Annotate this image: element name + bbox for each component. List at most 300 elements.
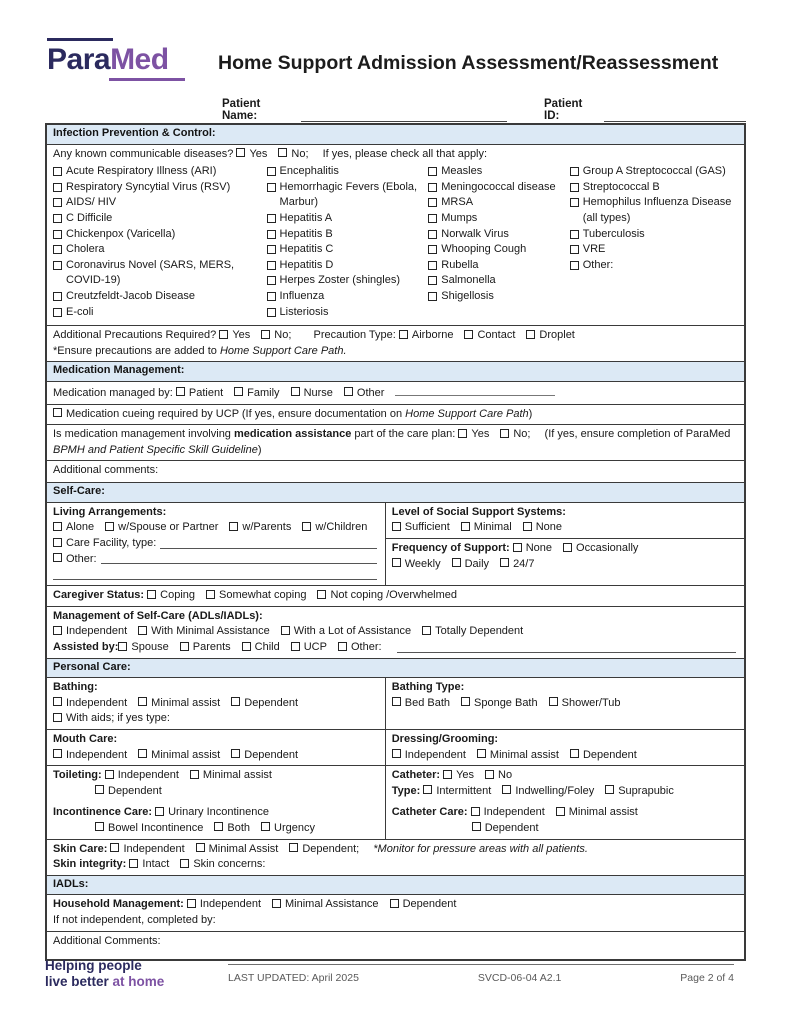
option-label: Independent	[483, 806, 545, 819]
checkbox-option	[556, 806, 638, 818]
checkbox-icon[interactable]	[392, 697, 401, 706]
section-header-infection: Infection Prevention & Control:	[47, 125, 744, 145]
option-label: Intermittent	[436, 784, 492, 797]
checkbox-icon[interactable]	[53, 697, 62, 706]
household-line	[53, 897, 738, 913]
checkbox-option	[180, 858, 265, 870]
option-label: Independent	[66, 625, 128, 638]
checkbox-option	[422, 625, 523, 637]
checkbox-icon[interactable]	[176, 387, 185, 396]
checkbox-icon[interactable]	[570, 245, 579, 254]
checkbox-icon[interactable]	[231, 749, 240, 758]
checkbox-icon[interactable]	[477, 749, 486, 758]
option-label: Not coping /Overwhelmed	[330, 589, 458, 602]
row-medication-managed-by	[47, 382, 744, 405]
checkbox-icon[interactable]	[563, 543, 572, 552]
row-household-management	[47, 895, 744, 931]
footer-tagline-navy: live better	[45, 974, 113, 989]
checkbox-icon[interactable]	[147, 590, 156, 599]
disease-item	[428, 211, 565, 227]
checkbox-option	[110, 843, 184, 855]
disease-label: E-coli	[66, 305, 94, 318]
living-label: Living Arrangements:	[53, 505, 167, 518]
checkbox-icon[interactable]	[422, 626, 431, 635]
disease-label: Hemophilus Influenza Disease (all types)	[582, 196, 732, 224]
assisted-by-line	[53, 640, 738, 656]
checkbox-option	[443, 769, 474, 781]
checkbox-icon[interactable]	[53, 167, 62, 176]
checkbox-icon[interactable]	[138, 697, 147, 706]
option-label: Spouse	[131, 641, 169, 654]
catheter-line	[392, 768, 738, 784]
managed-by-label: Medication managed by:	[53, 386, 173, 399]
option-label: Nurse	[303, 386, 333, 399]
checkbox-option	[472, 822, 539, 834]
checkbox-icon[interactable]	[289, 843, 298, 852]
checkbox-icon[interactable]	[53, 713, 62, 722]
disease-label: Streptococcal B	[582, 180, 660, 193]
checkbox-icon[interactable]	[458, 429, 467, 438]
checkbox-option	[231, 749, 298, 761]
iadls-comments-label: Additional Comments:	[53, 934, 161, 947]
option-label: Dependent	[402, 898, 457, 911]
assisted-label: Assisted by:	[53, 641, 119, 654]
question-label: Any known communicable diseases?	[53, 147, 234, 160]
checkbox-icon[interactable]	[428, 292, 437, 301]
row-toileting-catheter	[47, 766, 744, 839]
disease-label: Rubella	[441, 258, 479, 271]
checkbox-icon[interactable]	[53, 522, 62, 531]
checkbox-icon[interactable]	[129, 859, 138, 868]
bathing-options-line	[53, 696, 379, 712]
checkbox-icon[interactable]	[461, 522, 470, 531]
checkbox-icon[interactable]	[261, 330, 270, 339]
catheter-label: Catheter:	[391, 769, 444, 782]
option-label: w/Spouse or Partner	[118, 521, 219, 534]
checkbox-icon[interactable]	[53, 538, 62, 547]
option-label: Independent	[199, 898, 262, 911]
checkbox-icon[interactable]	[428, 276, 437, 285]
cueing-italic: Home Support Care Path	[405, 407, 529, 420]
checkbox-icon[interactable]	[471, 807, 480, 816]
checkbox-icon[interactable]	[428, 245, 437, 254]
option-label: UCP	[303, 641, 327, 654]
assist-text-mid: part of the care plan:	[351, 428, 459, 441]
logo-accent-line-bottom	[109, 78, 185, 81]
disease-label: Hepatitis A	[279, 211, 333, 224]
checkbox-icon[interactable]	[214, 822, 223, 831]
checkbox-icon[interactable]	[302, 522, 311, 531]
option-label: Alone	[66, 521, 95, 534]
patient-name-field[interactable]	[301, 109, 508, 122]
option-label: Family	[247, 386, 280, 399]
option-label: Daily	[464, 557, 490, 570]
checkbox-icon[interactable]	[428, 261, 437, 270]
checkbox-icon[interactable]	[267, 214, 276, 223]
checkbox-option	[513, 542, 552, 554]
checkbox-icon[interactable]	[155, 807, 164, 816]
checkbox-icon[interactable]	[196, 843, 205, 852]
bathing-label: Bathing:	[53, 681, 98, 694]
checkbox-icon[interactable]	[523, 522, 532, 531]
option-label: Coping	[160, 589, 196, 602]
row-medication-cueing	[47, 405, 744, 426]
checkbox-icon[interactable]	[267, 245, 276, 254]
incontinence-label: Incontinence Care:	[53, 806, 156, 819]
option-label: Indwelling/Foley	[515, 784, 595, 797]
checkbox-icon[interactable]	[267, 292, 276, 301]
checkbox-icon[interactable]	[464, 330, 473, 339]
checkbox-icon[interactable]	[392, 749, 401, 758]
disease-label: MRSA	[441, 196, 474, 209]
checkbox-icon[interactable]	[53, 230, 62, 239]
option-label: Independent	[117, 769, 179, 782]
option-label: Independent	[404, 748, 466, 761]
checkbox-option	[214, 822, 250, 834]
checkbox-icon[interactable]	[443, 770, 452, 779]
option-label: With Minimal Assistance	[151, 625, 270, 638]
checkbox-icon[interactable]	[423, 785, 432, 794]
checkbox-option	[605, 785, 674, 797]
checkbox-icon[interactable]	[53, 183, 62, 192]
checkbox-icon[interactable]	[502, 785, 511, 794]
cell-mouth-care	[47, 730, 386, 765]
option-label: Other:	[66, 552, 97, 565]
checkbox-option	[95, 822, 203, 834]
option-label: Care Facility, type:	[66, 537, 157, 550]
disease-item	[428, 289, 565, 305]
communicable-diseases-question-line	[53, 147, 738, 163]
assist-text-pre: Is medication management involving	[53, 428, 234, 441]
disease-label: Tuberculosis	[582, 227, 645, 240]
checkbox-option	[236, 148, 267, 160]
checkbox-option	[229, 521, 291, 533]
checkbox-icon[interactable]	[110, 843, 119, 852]
option-label: Shower/Tub	[561, 696, 621, 709]
checkbox-icon[interactable]	[570, 230, 579, 239]
frequency-label: Frequency of Support:	[391, 542, 513, 555]
option-label: Dependent;	[302, 842, 360, 855]
assist-text-post: (If yes, ensure completion of ParaMed	[544, 428, 731, 441]
cell-toileting-incontinence	[47, 766, 386, 838]
checkbox-option	[500, 428, 530, 440]
toileting-label: Toileting:	[53, 769, 105, 782]
option-label: Minimal assist	[489, 748, 559, 761]
living-options-line	[53, 520, 379, 536]
checkbox-option	[289, 843, 359, 855]
logo-text-para: Para	[47, 43, 111, 76]
option-label: Child	[254, 641, 280, 654]
skin-care-label: Skin Care:	[53, 842, 111, 855]
disease-item	[570, 180, 740, 196]
checkbox-icon[interactable]	[500, 558, 509, 567]
option-label: Bowel Incontinence	[108, 821, 204, 834]
checkbox-icon[interactable]	[53, 749, 62, 758]
disease-column-4	[570, 164, 744, 320]
checkbox-icon[interactable]	[267, 276, 276, 285]
disease-label: Listeriosis	[279, 305, 329, 318]
row-living-social	[47, 503, 744, 586]
checkbox-icon[interactable]	[291, 642, 300, 651]
option-label: Airborne	[411, 329, 454, 342]
checkbox-option	[234, 387, 279, 399]
checkbox-icon[interactable]	[344, 387, 353, 396]
checkbox-icon[interactable]	[390, 899, 399, 908]
page-title: Home Support Admission Assessment/Reassessment	[218, 52, 719, 74]
checkbox-icon[interactable]	[556, 807, 565, 816]
checkbox-icon[interactable]	[570, 167, 579, 176]
checkbox-icon[interactable]	[267, 167, 276, 176]
checkbox-option	[317, 589, 457, 601]
toileting-line-2	[95, 784, 379, 800]
checkbox-icon[interactable]	[267, 230, 276, 239]
option-label: Bed Bath	[404, 696, 450, 709]
option-label: Contact	[477, 329, 516, 342]
row-communicable-diseases	[47, 145, 744, 327]
checkbox-icon[interactable]	[549, 697, 558, 706]
option-label: Dependent	[108, 784, 162, 797]
checkbox-icon[interactable]	[242, 642, 251, 651]
skin-care-note: *Monitor for pressure areas with all patients.	[373, 842, 588, 855]
option-label: No;	[291, 147, 309, 160]
social-options-line	[392, 520, 738, 536]
caregiver-label: Caregiver Status:	[53, 589, 148, 602]
mgmt-label: Management of Self-Care (ADLs/IADLs):	[53, 609, 263, 622]
option-label: Both	[227, 821, 251, 834]
checkbox-icon[interactable]	[105, 522, 114, 531]
living-extra-line-field[interactable]	[53, 567, 377, 580]
frequency-line-1	[392, 541, 738, 557]
checkbox-icon[interactable]	[472, 822, 481, 831]
option-label: Yes	[456, 769, 475, 782]
checkbox-icon[interactable]	[485, 770, 494, 779]
disease-column-2	[267, 164, 429, 320]
precautions-note-prefix: *Ensure precautions are added to	[53, 344, 220, 357]
checkbox-option	[180, 641, 231, 653]
disease-item	[267, 305, 425, 321]
row-medication-comments	[47, 461, 744, 483]
managed-by-other-field[interactable]	[395, 384, 555, 396]
checkbox-icon[interactable]	[281, 626, 290, 635]
checkbox-option	[196, 843, 279, 855]
checkbox-icon[interactable]	[138, 626, 147, 635]
row-iadls-comments	[47, 932, 744, 959]
option-label: Minimal assist	[151, 696, 221, 709]
cell-catheter	[386, 766, 744, 838]
checkbox-icon[interactable]	[428, 214, 437, 223]
checkbox-icon[interactable]	[53, 292, 62, 301]
checkbox-icon[interactable]	[234, 387, 243, 396]
disease-label: C Difficile	[66, 211, 113, 224]
checkbox-icon[interactable]	[526, 330, 535, 339]
option-label: w/Children	[315, 521, 368, 534]
disease-label: Acute Respiratory Illness (ARI)	[66, 165, 217, 178]
subcell-social-support-level	[386, 503, 744, 539]
checkbox-option	[338, 641, 382, 653]
checkbox-icon[interactable]	[206, 590, 215, 599]
footer-tagline-line1: Helping people	[45, 958, 142, 973]
checkbox-icon[interactable]	[180, 859, 189, 868]
checkbox-icon[interactable]	[53, 261, 62, 270]
checkbox-icon[interactable]	[570, 261, 579, 270]
checkbox-option	[500, 558, 534, 570]
care-facility-line	[53, 536, 379, 552]
checkbox-option	[206, 589, 306, 601]
checkbox-option	[523, 521, 562, 533]
checkbox-option	[242, 641, 280, 653]
mouth-care-options-line	[53, 748, 379, 764]
disease-label: Mumps	[441, 211, 478, 224]
option-label: Dependent	[244, 748, 299, 761]
disease-item	[570, 164, 740, 180]
option-label: Minimal	[473, 521, 512, 534]
disease-item	[53, 211, 263, 227]
checkbox-icon[interactable]	[261, 822, 270, 831]
checkbox-option	[302, 521, 367, 533]
checkbox-option	[261, 329, 291, 341]
option-label: With a Lot of Assistance	[293, 625, 412, 638]
patient-id-field[interactable]	[604, 109, 746, 122]
checkbox-icon[interactable]	[95, 822, 104, 831]
disease-column-3	[428, 164, 569, 320]
checkbox-icon[interactable]	[392, 522, 401, 531]
disease-label: Cholera	[66, 243, 105, 256]
checkbox-icon[interactable]	[53, 214, 62, 223]
option-label: Minimal assist	[202, 769, 272, 782]
checkbox-icon[interactable]	[95, 785, 104, 794]
option-label: Minimal Assist	[208, 842, 279, 855]
disease-label: AIDS/ HIV	[66, 196, 117, 209]
catheter-type-line	[392, 784, 738, 800]
disease-label: Norwalk Virus	[441, 227, 509, 240]
option-label: Other	[356, 386, 385, 399]
checkbox-icon[interactable]	[267, 308, 276, 317]
checkbox-icon[interactable]	[190, 770, 199, 779]
disease-item	[53, 289, 263, 305]
disease-item	[53, 227, 263, 243]
checkbox-icon[interactable]	[229, 522, 238, 531]
cell-living-arrangements	[47, 503, 386, 585]
toileting-line-1	[53, 768, 379, 784]
disease-item	[267, 258, 425, 274]
option-label: w/Parents	[242, 521, 292, 534]
disease-label: Coronavirus Novel (SARS, MERS, COVID-19)	[66, 258, 235, 287]
incontinence-line-1	[53, 805, 379, 821]
option-label: Intact	[142, 858, 170, 871]
checkbox-icon[interactable]	[53, 198, 62, 207]
checkbox-icon[interactable]	[428, 167, 437, 176]
checkbox-option	[471, 806, 545, 818]
option-label: Yes	[471, 428, 490, 441]
checkbox-icon[interactable]	[180, 642, 189, 651]
checkbox-option	[461, 521, 512, 533]
disease-label: Measles	[441, 165, 483, 178]
checkbox-icon[interactable]	[570, 198, 579, 207]
checkbox-icon[interactable]	[605, 785, 614, 794]
option-label: Independent	[123, 842, 185, 855]
checkbox-icon[interactable]	[278, 148, 287, 157]
checkbox-icon[interactable]	[452, 558, 461, 567]
checkbox-icon[interactable]	[267, 183, 276, 192]
option-label: Suprapubic	[618, 784, 674, 797]
checkbox-icon[interactable]	[570, 183, 579, 192]
option-label: None	[535, 521, 562, 534]
household-label: Household Management:	[53, 898, 187, 911]
checkbox-option	[477, 749, 559, 761]
checkbox-icon[interactable]	[53, 308, 62, 317]
frequency-line-2	[392, 557, 738, 573]
disease-item	[53, 242, 263, 258]
checkbox-icon[interactable]	[317, 590, 326, 599]
checkbox-icon[interactable]	[392, 558, 401, 567]
cell-bathing	[47, 678, 386, 729]
disease-item	[267, 273, 425, 289]
assisted-by-other-field[interactable]	[397, 641, 736, 653]
checkbox-icon[interactable]	[272, 899, 281, 908]
with-aids-line	[53, 711, 379, 727]
disease-label: Influenza	[279, 289, 325, 302]
disease-label: Hepatitis C	[279, 243, 334, 256]
option-label: Minimal assist	[151, 748, 221, 761]
checkbox-icon[interactable]	[570, 749, 579, 758]
checkbox-icon[interactable]	[428, 198, 437, 207]
social-label: Level of Social Support Systems:	[391, 505, 566, 518]
paramed-logo	[47, 38, 197, 81]
checkbox-icon[interactable]	[428, 183, 437, 192]
checkbox-icon[interactable]	[187, 899, 196, 908]
option-label: Dependent	[484, 821, 539, 834]
checkbox-icon[interactable]	[428, 230, 437, 239]
disease-label: Respiratory Syncytial Virus (RSV)	[66, 180, 231, 193]
checkbox-icon[interactable]	[399, 330, 408, 339]
checkbox-icon[interactable]	[267, 261, 276, 270]
checkbox-icon[interactable]	[461, 697, 470, 706]
checkbox-option	[278, 148, 308, 160]
checkbox-icon[interactable]	[338, 642, 347, 651]
checkbox-icon[interactable]	[513, 543, 522, 552]
checkbox-icon[interactable]	[291, 387, 300, 396]
disease-label: Herpes Zoster (shingles)	[279, 274, 400, 287]
checkbox-icon[interactable]	[236, 148, 245, 157]
checkbox-icon[interactable]	[53, 408, 62, 417]
care-facility-type-field[interactable]	[160, 537, 376, 549]
checkbox-icon[interactable]	[53, 553, 62, 562]
checkbox-icon[interactable]	[118, 642, 127, 651]
disease-item	[428, 227, 565, 243]
checkbox-option	[105, 521, 218, 533]
mouth-care-label: Mouth Care:	[53, 733, 118, 745]
checkbox-icon[interactable]	[53, 245, 62, 254]
living-other-field[interactable]	[101, 552, 377, 564]
checkbox-icon[interactable]	[219, 330, 228, 339]
catheter-care-line-2	[472, 821, 738, 837]
checkbox-option	[190, 769, 272, 781]
disease-item	[267, 227, 425, 243]
checkbox-option	[53, 712, 170, 724]
checkbox-icon[interactable]	[500, 429, 509, 438]
precautions-label: Additional Precautions Required?	[53, 329, 217, 342]
checkbox-icon[interactable]	[53, 626, 62, 635]
checkbox-option	[461, 697, 538, 709]
row-mouth-dressing	[47, 730, 744, 766]
assist-text-end: )	[257, 443, 262, 456]
checkbox-option	[176, 387, 223, 399]
checkbox-icon[interactable]	[105, 770, 114, 779]
checkbox-icon[interactable]	[138, 749, 147, 758]
checkbox-icon[interactable]	[231, 697, 240, 706]
cell-bathing-type	[386, 678, 744, 729]
footer-tagline	[45, 958, 164, 990]
